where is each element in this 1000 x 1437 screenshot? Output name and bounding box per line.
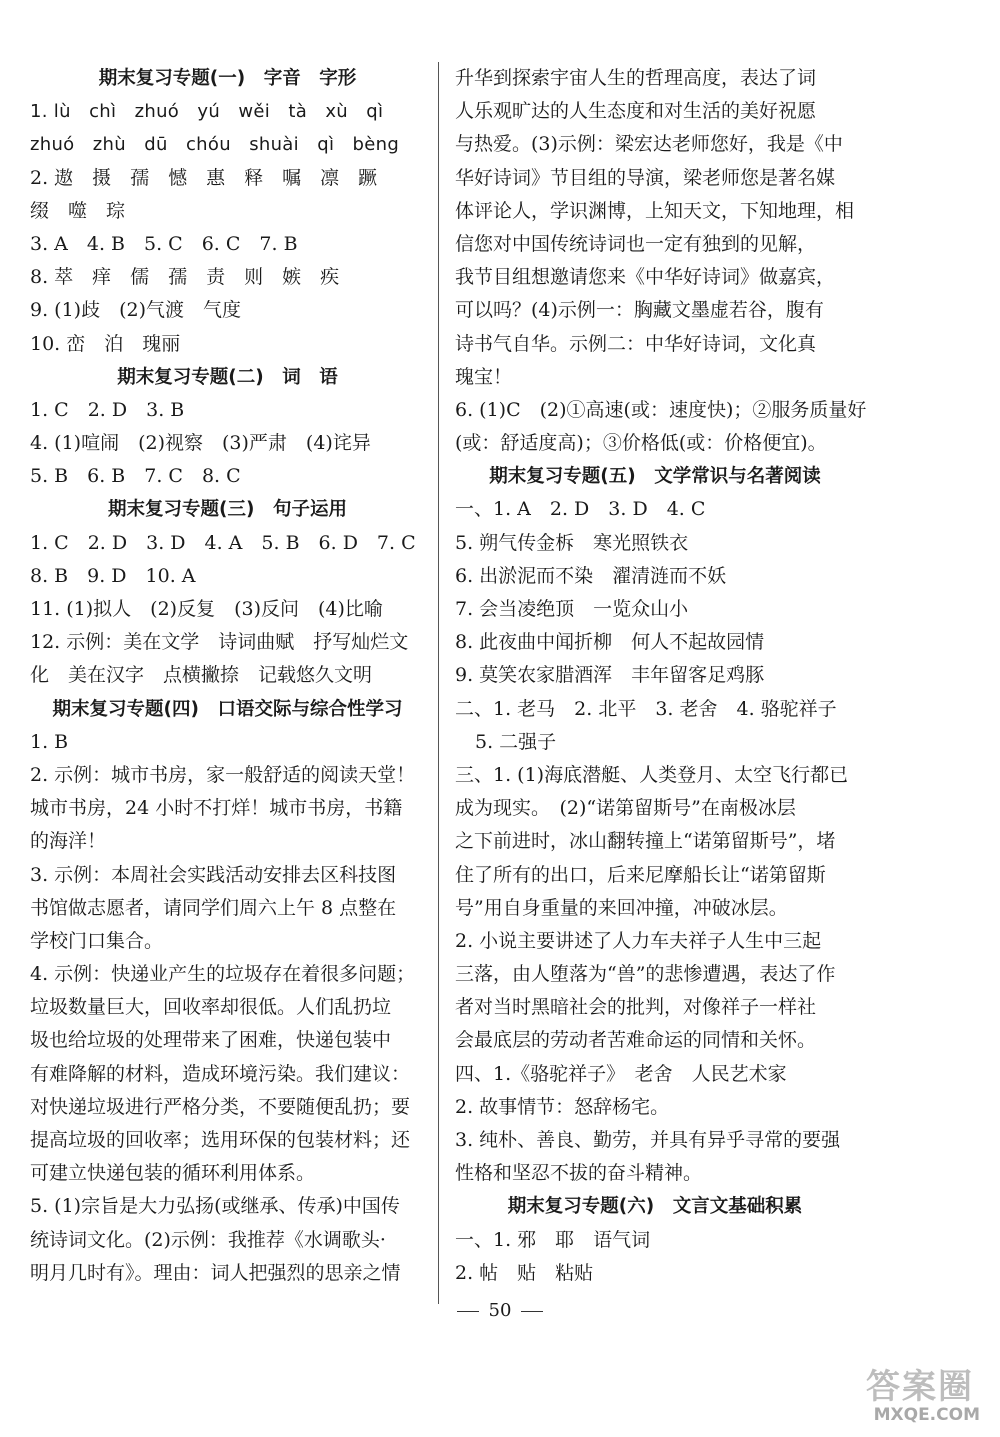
answer-line: 4. 示例：快递业产生的垃圾存在着很多问题；: [30, 963, 416, 986]
left-column: [30, 62, 425, 1290]
answer-line: 诗书气自华。示例二：中华好诗词，文化真: [455, 332, 817, 355]
answer-line: 8. 萃 痒 儒 孺 责 则 嫉 疾: [30, 266, 340, 289]
watermark-url: MXQE.COM: [873, 1405, 980, 1425]
section-heading: 期末复习专题(二) 词 语: [117, 366, 338, 388]
right-column: [455, 62, 867, 1290]
answer-line: 8. 此夜曲中闻折柳 何人不起故园情: [455, 631, 765, 654]
answer-line: 三落，由人堕落为“兽”的悲惨遭遇，表达了作: [455, 963, 836, 986]
answer-line: 1. lù chì zhuó yú wěi tà xù qì: [30, 101, 384, 123]
answer-line: 书馆做志愿者，请同学们周六上午 8 点整在: [30, 896, 397, 919]
answer-line: 会最底层的劳动者苦难命运的同情和关怀。: [455, 1029, 817, 1052]
answer-line: 可以吗？(4)示例一：胸藏文墨虚若谷，腹有: [455, 299, 824, 322]
answer-line: 4. (1)喧闹 (2)视察 (3)严肃 (4)诧异: [30, 432, 371, 455]
answer-line: 6. 出淤泥而不染 濯清涟而不妖: [455, 564, 727, 587]
watermark-title: 答案圈: [866, 1367, 974, 1407]
answer-line: 体评论人，学识渊博，上知天文，下知地理，相: [455, 199, 855, 222]
section-heading: 期末复习专题(五) 文学常识与名著阅读: [489, 466, 821, 488]
answer-line: 5. 二强子: [475, 730, 557, 753]
section-heading: 期末复习专题(六) 文言文基础积累: [507, 1196, 803, 1218]
answer-line: 3. 纯朴、善良、勤劳，并具有异乎寻常的要强: [455, 1129, 841, 1151]
answer-line: 对快递垃圾进行严格分类，不要随便乱扔；要: [30, 1095, 411, 1118]
answer-line: 与热爱。(3)示例：梁宏达老师您好，我是《中: [455, 133, 843, 156]
answer-line: 住了所有的出口，后来尼摩船长让“诺第留斯: [455, 863, 826, 886]
answer-line: 1. C 2. D 3. B: [30, 398, 185, 421]
watermark-logo: [838, 1359, 988, 1427]
answer-line: 10. 峦 泊 瑰丽: [30, 332, 181, 355]
answer-line: 有难降解的材料，造成环境污染。我们建议：: [30, 1062, 411, 1085]
answer-line: (或：舒适度高)；③价格低(或：价格便宜)。: [455, 432, 827, 455]
answer-line: 2. 帖 贴 粘贴: [455, 1261, 594, 1284]
answer-line: 9. 莫笑农家腊酒浑 丰年留客足鸡豚: [455, 664, 765, 687]
answer-line: 我节目组想邀请您来《中华好诗词》做嘉宾，: [455, 266, 836, 289]
section-heading: 期末复习专题(三) 句子运用: [108, 499, 347, 521]
page-number-value: 50: [488, 1300, 512, 1321]
answer-line: 二、1. 老马 2. 北平 3. 老舍 4. 骆驼祥子: [455, 697, 837, 720]
answer-line: 升华到探索宇宙人生的哲理高度，表达了词: [455, 67, 817, 89]
answer-line: 5. (1)宗旨是大力弘扬(或继承、传承)中国传: [30, 1195, 400, 1218]
answer-line: 人乐观旷达的人生态度和对生活的美好祝愿: [455, 100, 817, 123]
section-heading: 期末复习专题(四) 口语交际与综合性学习: [52, 698, 403, 720]
section-heading: 期末复习专题(一) 字音 字形: [98, 68, 357, 89]
answer-line: 2. 遨 摄 孺 憾 惠 释 嘱 凛 蹶: [30, 166, 378, 189]
page-number: [0, 1300, 1000, 1321]
answer-line: 四、1.《骆驼祥子》 老舍 人民艺术家: [455, 1062, 787, 1085]
answer-line: 三、1. (1)海底潜艇、人类登月、太空飞行都已: [455, 763, 849, 786]
answer-line: 1. C 2. D 3. D 4. A 5. B 6. D 7. C: [30, 531, 416, 554]
answer-line: 缀 噬 琮: [30, 199, 126, 222]
answer-line: 明月几时有》。理由：词人把强烈的思亲之情: [30, 1261, 401, 1284]
answer-line: 3. A 4. B 5. C 6. C 7. B: [30, 232, 298, 255]
answer-line: 2. 小说主要讲述了人力车夫祥子人生中三起: [455, 929, 822, 952]
answer-line: 信您对中国传统诗词也一定有独到的见解，: [455, 232, 817, 255]
answer-line: 2. 示例：城市书房，家一般舒适的阅读天堂！: [30, 763, 416, 786]
column-divider: [438, 62, 439, 1304]
answer-line: 号”用自身重量的来回冲撞，冲破冰层。: [455, 896, 788, 919]
answer-line: 7. 会当凌绝顶 一览众山小: [455, 598, 689, 620]
answer-line: 性格和坚忍不拔的奋斗精神。: [455, 1162, 703, 1185]
answer-line: 9. (1)歧 (2)气渡 气度: [30, 299, 241, 322]
answer-line: 瑰宝！: [455, 365, 513, 388]
answer-line: 8. B 9. D 10. A: [30, 564, 196, 587]
answer-line: 统诗词文化。(2)示例：我推荐《水调歌头·: [30, 1228, 386, 1251]
answer-line: zhuó zhù dū chóu shuài qì bèng: [30, 134, 400, 156]
answer-line: 12. 示例：美在文学 诗词曲赋 抒写灿烂文: [30, 631, 409, 654]
answer-line: 5. B 6. B 7. C 8. C: [30, 465, 241, 488]
answer-line: 之下前进时，冰山翻转撞上“诺第留斯号”，堵: [455, 830, 836, 853]
answer-line: 化 美在汉字 点横撇捺 记载悠久文明: [30, 664, 373, 687]
answer-line: 一、1. A 2. D 3. D 4. C: [455, 498, 706, 521]
answer-line: 11. (1)拟人 (2)反复 (3)反问 (4)比喻: [30, 598, 383, 620]
answer-line: 城市书房，24 小时不打烊！城市书房，书籍: [30, 797, 403, 820]
answer-line: 一、1. 邪 耶 语气词: [455, 1228, 651, 1251]
answer-line: 华好诗词》节目组的导演，梁老师您是著名媒: [455, 166, 836, 189]
answer-line: 学校门口集合。: [30, 929, 164, 952]
answer-line: 6. (1)C (2)①高速(或：速度快)；②服务质量好: [455, 398, 867, 421]
answer-line: 5. 朔气传金柝 寒光照铁衣: [455, 531, 689, 554]
answer-line: 圾也给垃圾的处理带来了困难，快递包装中: [30, 1029, 392, 1052]
page-number-dash-right: [521, 1311, 543, 1312]
answer-line: 垃圾数量巨大，回收率却很低。人们乱扔垃: [30, 996, 392, 1019]
answer-line: 1. B: [30, 730, 69, 753]
answer-line: 成为现实。 (2)“诺第留斯号”在南极冰层: [455, 797, 796, 820]
answer-line: 的海洋！: [30, 830, 107, 853]
answer-line: 者对当时黑暗社会的批判，对像祥子一样社: [455, 996, 817, 1019]
answer-line: 3. 示例：本周社会实践活动安排去区科技图: [30, 863, 397, 886]
page-number-dash-left: [457, 1311, 479, 1312]
answer-line: 可建立快递包装的循环利用体系。: [30, 1162, 316, 1185]
answer-line: 提高垃圾的回收率；选用环保的包装材料；还: [30, 1129, 411, 1151]
answer-line: 2. 故事情节：怒辞杨宅。: [455, 1095, 670, 1118]
